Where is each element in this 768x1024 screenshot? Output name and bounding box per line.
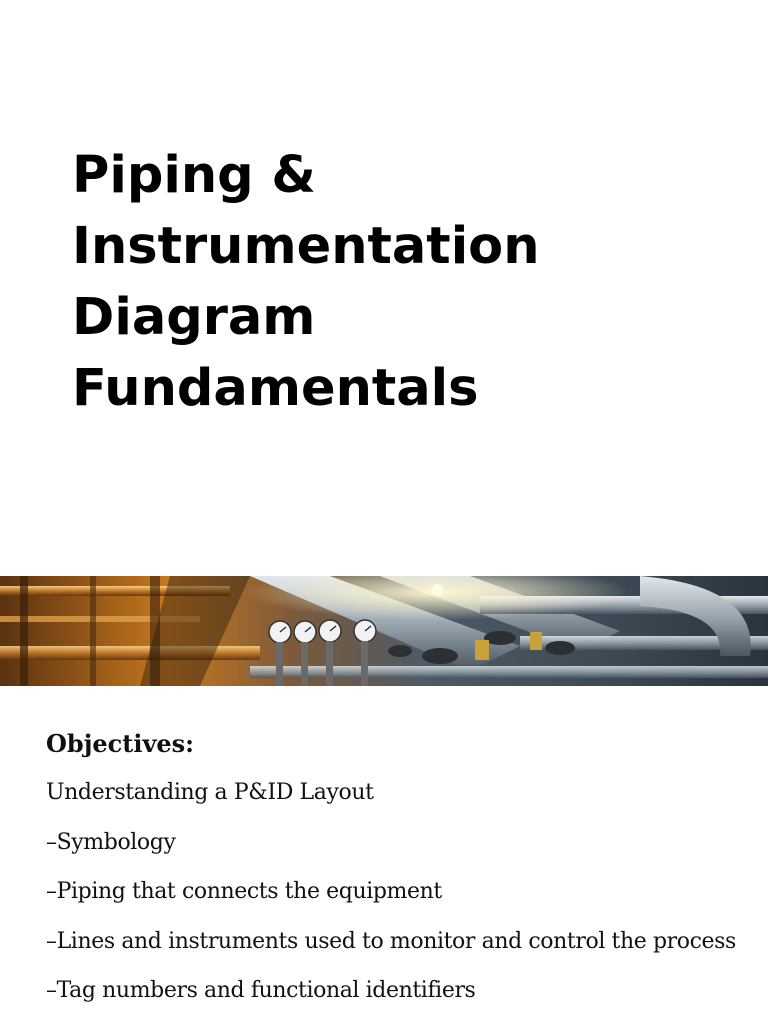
objective-item-3: –Piping that connects the equipment [46, 879, 442, 904]
objectives-section [46, 722, 746, 1018]
objective-item-5: –Tag numbers and functional identifiers [46, 978, 476, 1003]
objective-item-1: Understanding a P&ID Layout [46, 780, 374, 805]
industrial-piping-banner-image [0, 576, 768, 686]
title-line-1: Piping & [72, 146, 316, 205]
title-line-3: Diagram [72, 288, 316, 347]
title-line-4: Fundamentals [72, 359, 479, 418]
objectives-heading: Objectives: [46, 729, 195, 758]
objective-item-4: –Lines and instruments used to monitor and control the process [46, 928, 736, 954]
slide-title [72, 140, 732, 424]
title-line-2: Instrumentation [72, 217, 540, 276]
objective-item-2: –Symbology [46, 829, 176, 855]
